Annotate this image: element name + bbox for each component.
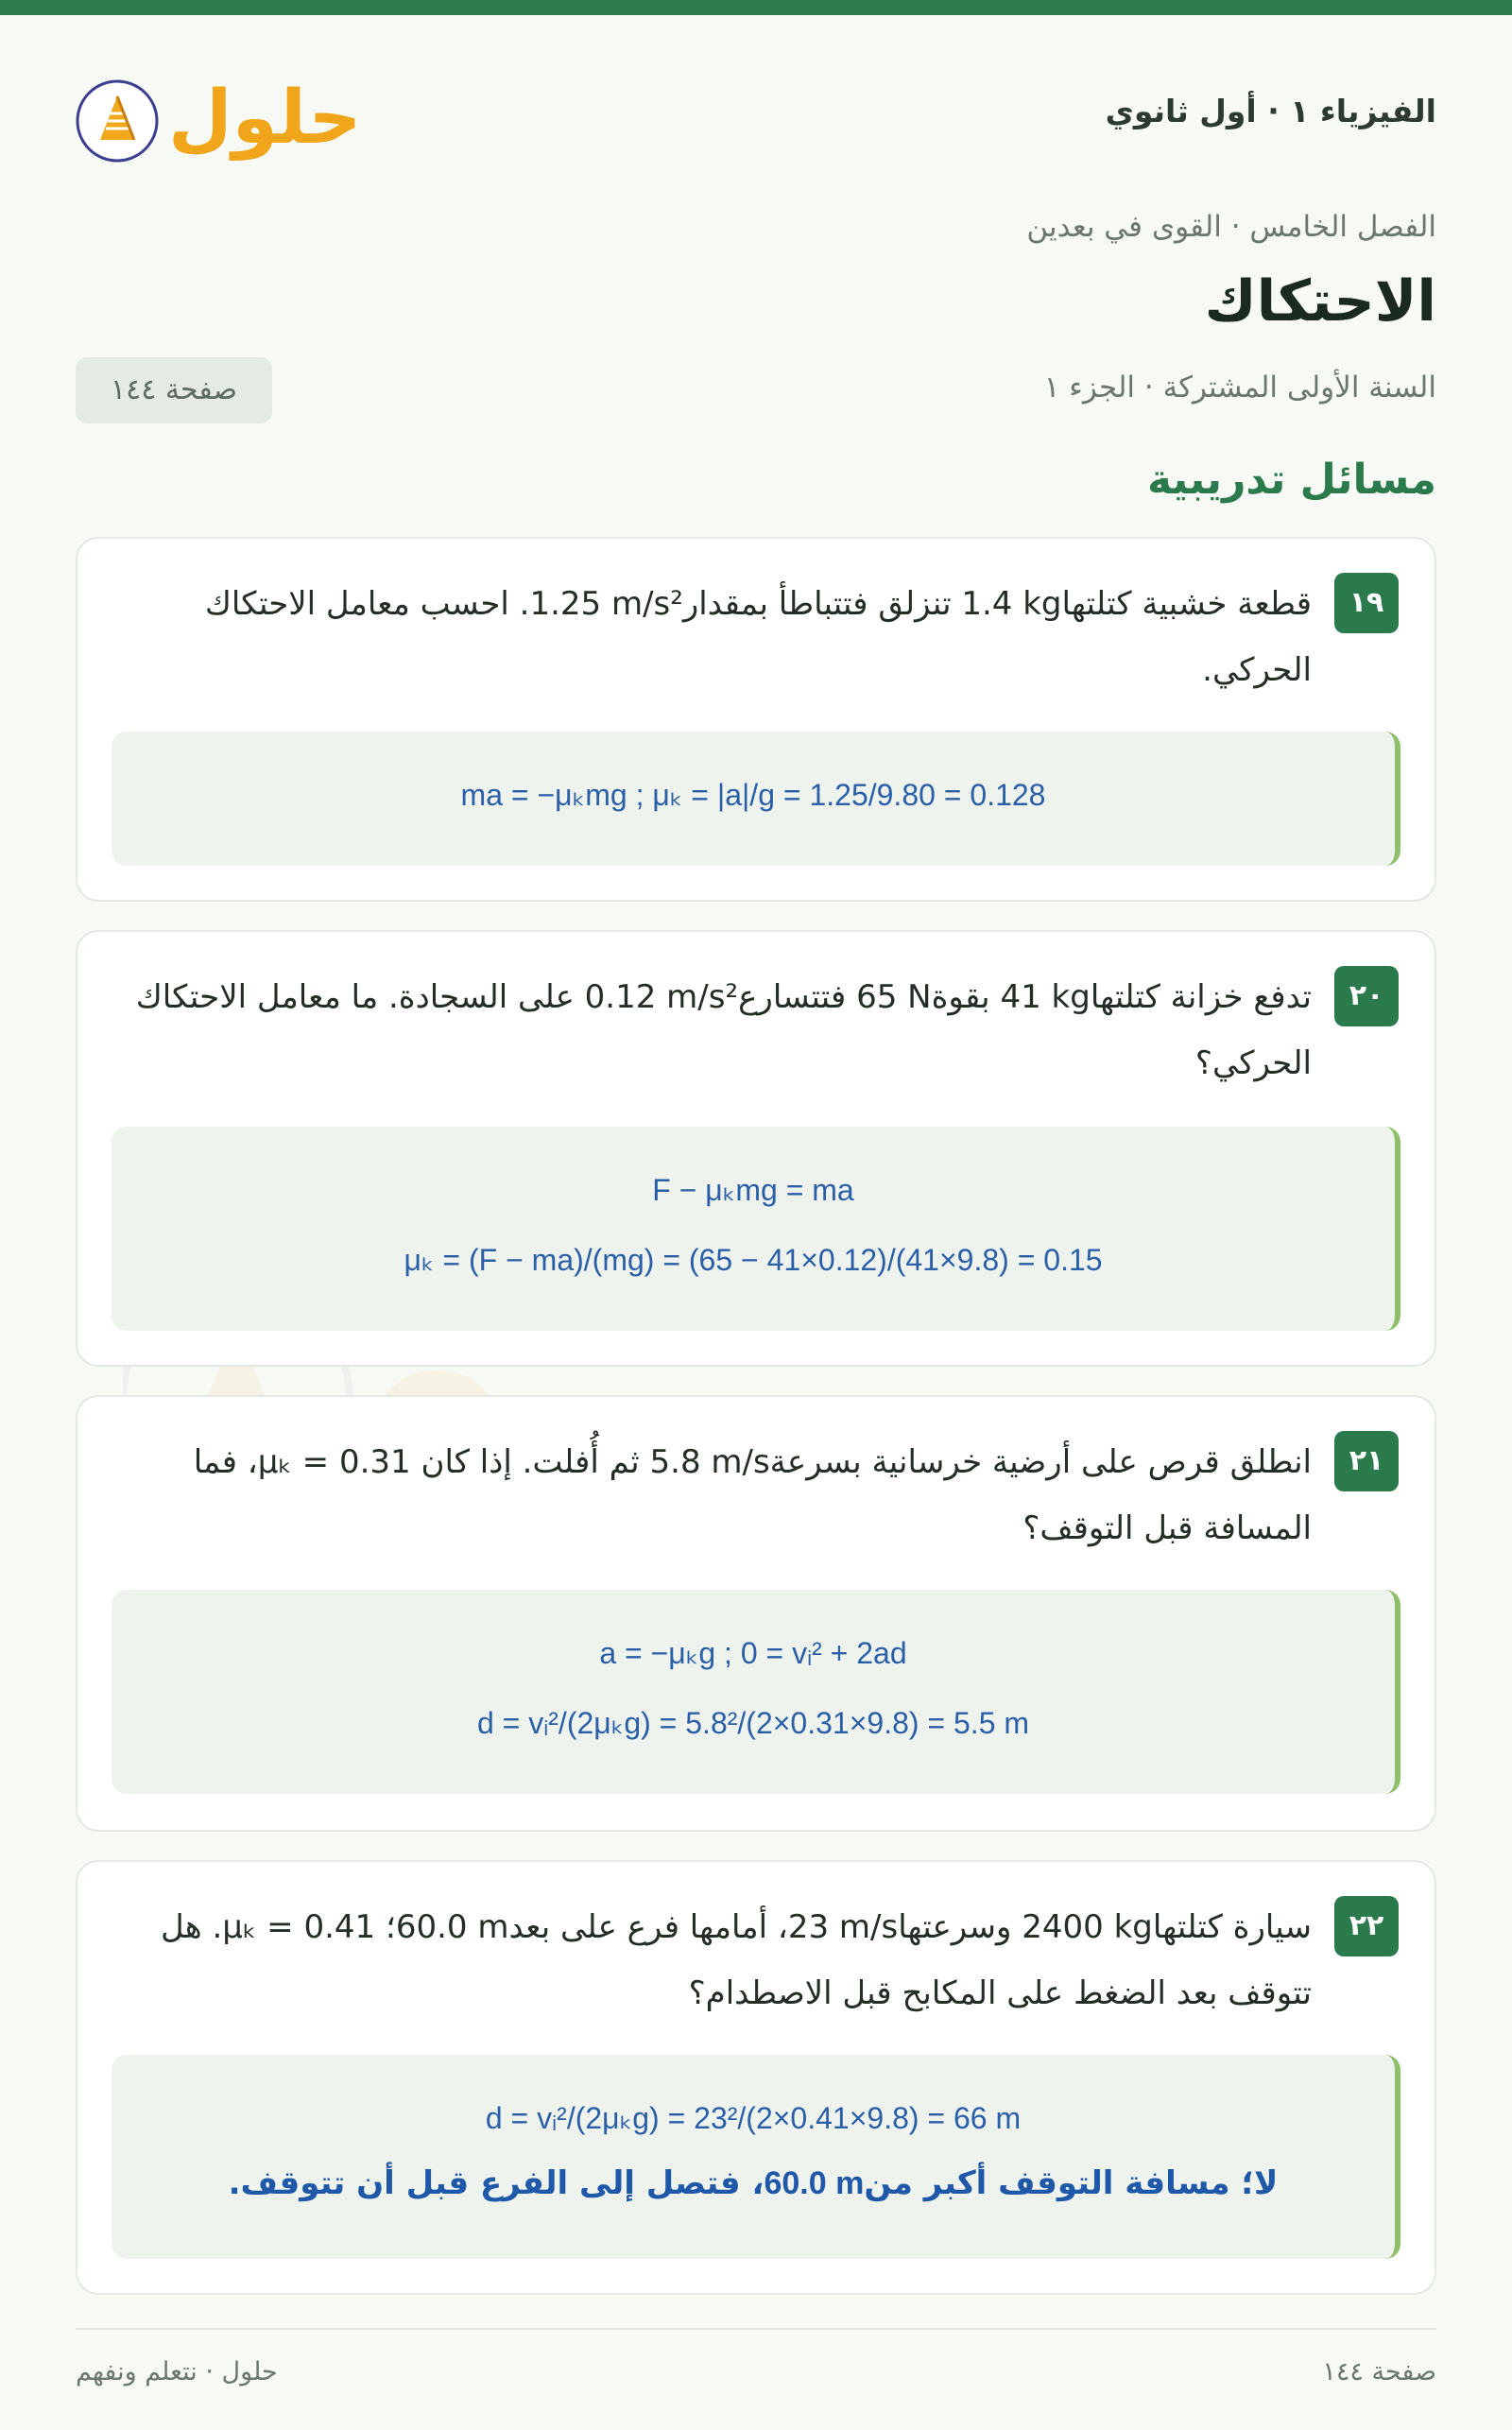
solution-equation: F − μₖmg = ma — [652, 1173, 854, 1207]
course-label: السنة الأولى المشتركة · الجزء ١ — [1043, 371, 1436, 405]
page-header — [76, 59, 1436, 172]
problem-number-badge: ٢١ — [1334, 1431, 1399, 1491]
problem-number-badge: ١٩ — [1334, 573, 1399, 633]
top-accent-bar — [0, 0, 1512, 15]
page-number-badge: صفحة ١٤٤ — [76, 357, 272, 423]
solution-equation: d = vᵢ²/(2μₖg) = 5.8²/(2×0.31×9.8) = 5.5 m — [476, 1706, 1030, 1740]
solution-equation: ma = −μₖmg ; μₖ = |a|/g = 1.25/9.80 = 0.128 — [460, 778, 1046, 812]
footer-divider — [76, 2328, 1436, 2330]
solution-box — [112, 1127, 1400, 1331]
section-title: مسائل تدريبية — [1146, 456, 1436, 504]
chapter-label: الفصل الخامس · القوى في بعدين — [1026, 210, 1436, 244]
problem-card — [76, 1395, 1436, 1832]
footer-page-number: صفحة ١٤٤ — [1322, 2357, 1436, 2387]
problem-question: انطلق قرص على أرضية خرسانية بسرعة5.8 m/s ثم أُفلت. إذا كان μₖ = 0.31، فما المسافة قبل التوقف؟ — [193, 1443, 1312, 1547]
problem-card — [76, 1860, 1436, 2295]
problem-card — [76, 537, 1436, 902]
solution-equation: μₖ = (F − ma)/(mg) = (65 − 41×0.12)/(41×9.8) = 0.15 — [404, 1243, 1103, 1277]
solution-box — [112, 732, 1400, 866]
problem-question: قطعة خشبية كتلتها1.4 kg تنزلق فتتباطأ بمقدار1.25 m/s². احسب معامل الاحتكاك الحركي. — [204, 585, 1312, 689]
problem-question: تدفع خزانة كتلتها41 kg بقوة65 N فتتسارع0.12 m/s² على السجادة. ما معامل الاحتكاك الحركي؟ — [135, 978, 1312, 1082]
subject-title: الفيزياء ١ · أول ثانوي — [1105, 93, 1436, 129]
problem-number-badge: ٢٢ — [1334, 1896, 1399, 1956]
solution-conclusion: لا؛ مسافة التوقف أكبر من60.0 m، فتصل إلى الفرع قبل أن تتوقف. — [228, 2164, 1279, 2202]
solution-equation: a = −μₖg ; 0 = vᵢ² + 2ad — [599, 1636, 907, 1670]
problem-question: سيارة كتلتها2400 kg وسرعتها23 m/s، أمامها فرع على بعد60.0 m؛ μₖ = 0.41. هل تتوقف بعد الضغط على المكابح قبل الاصطدام؟ — [160, 1908, 1312, 2012]
solution-equation: d = vᵢ²/(2μₖg) = 23²/(2×0.41×9.8) = 66 m — [485, 2101, 1022, 2135]
site-logo[interactable] — [76, 59, 362, 172]
page-title: الاحتكاك — [1204, 268, 1436, 335]
logo-wordmark: حلول — [168, 76, 362, 161]
problem-number-badge: ٢٠ — [1334, 966, 1399, 1026]
solution-box — [112, 2055, 1400, 2259]
footer-brand: حلول · نتعلم ونفهم — [76, 2357, 278, 2387]
problem-card — [76, 930, 1436, 1367]
solution-box — [112, 1590, 1400, 1794]
